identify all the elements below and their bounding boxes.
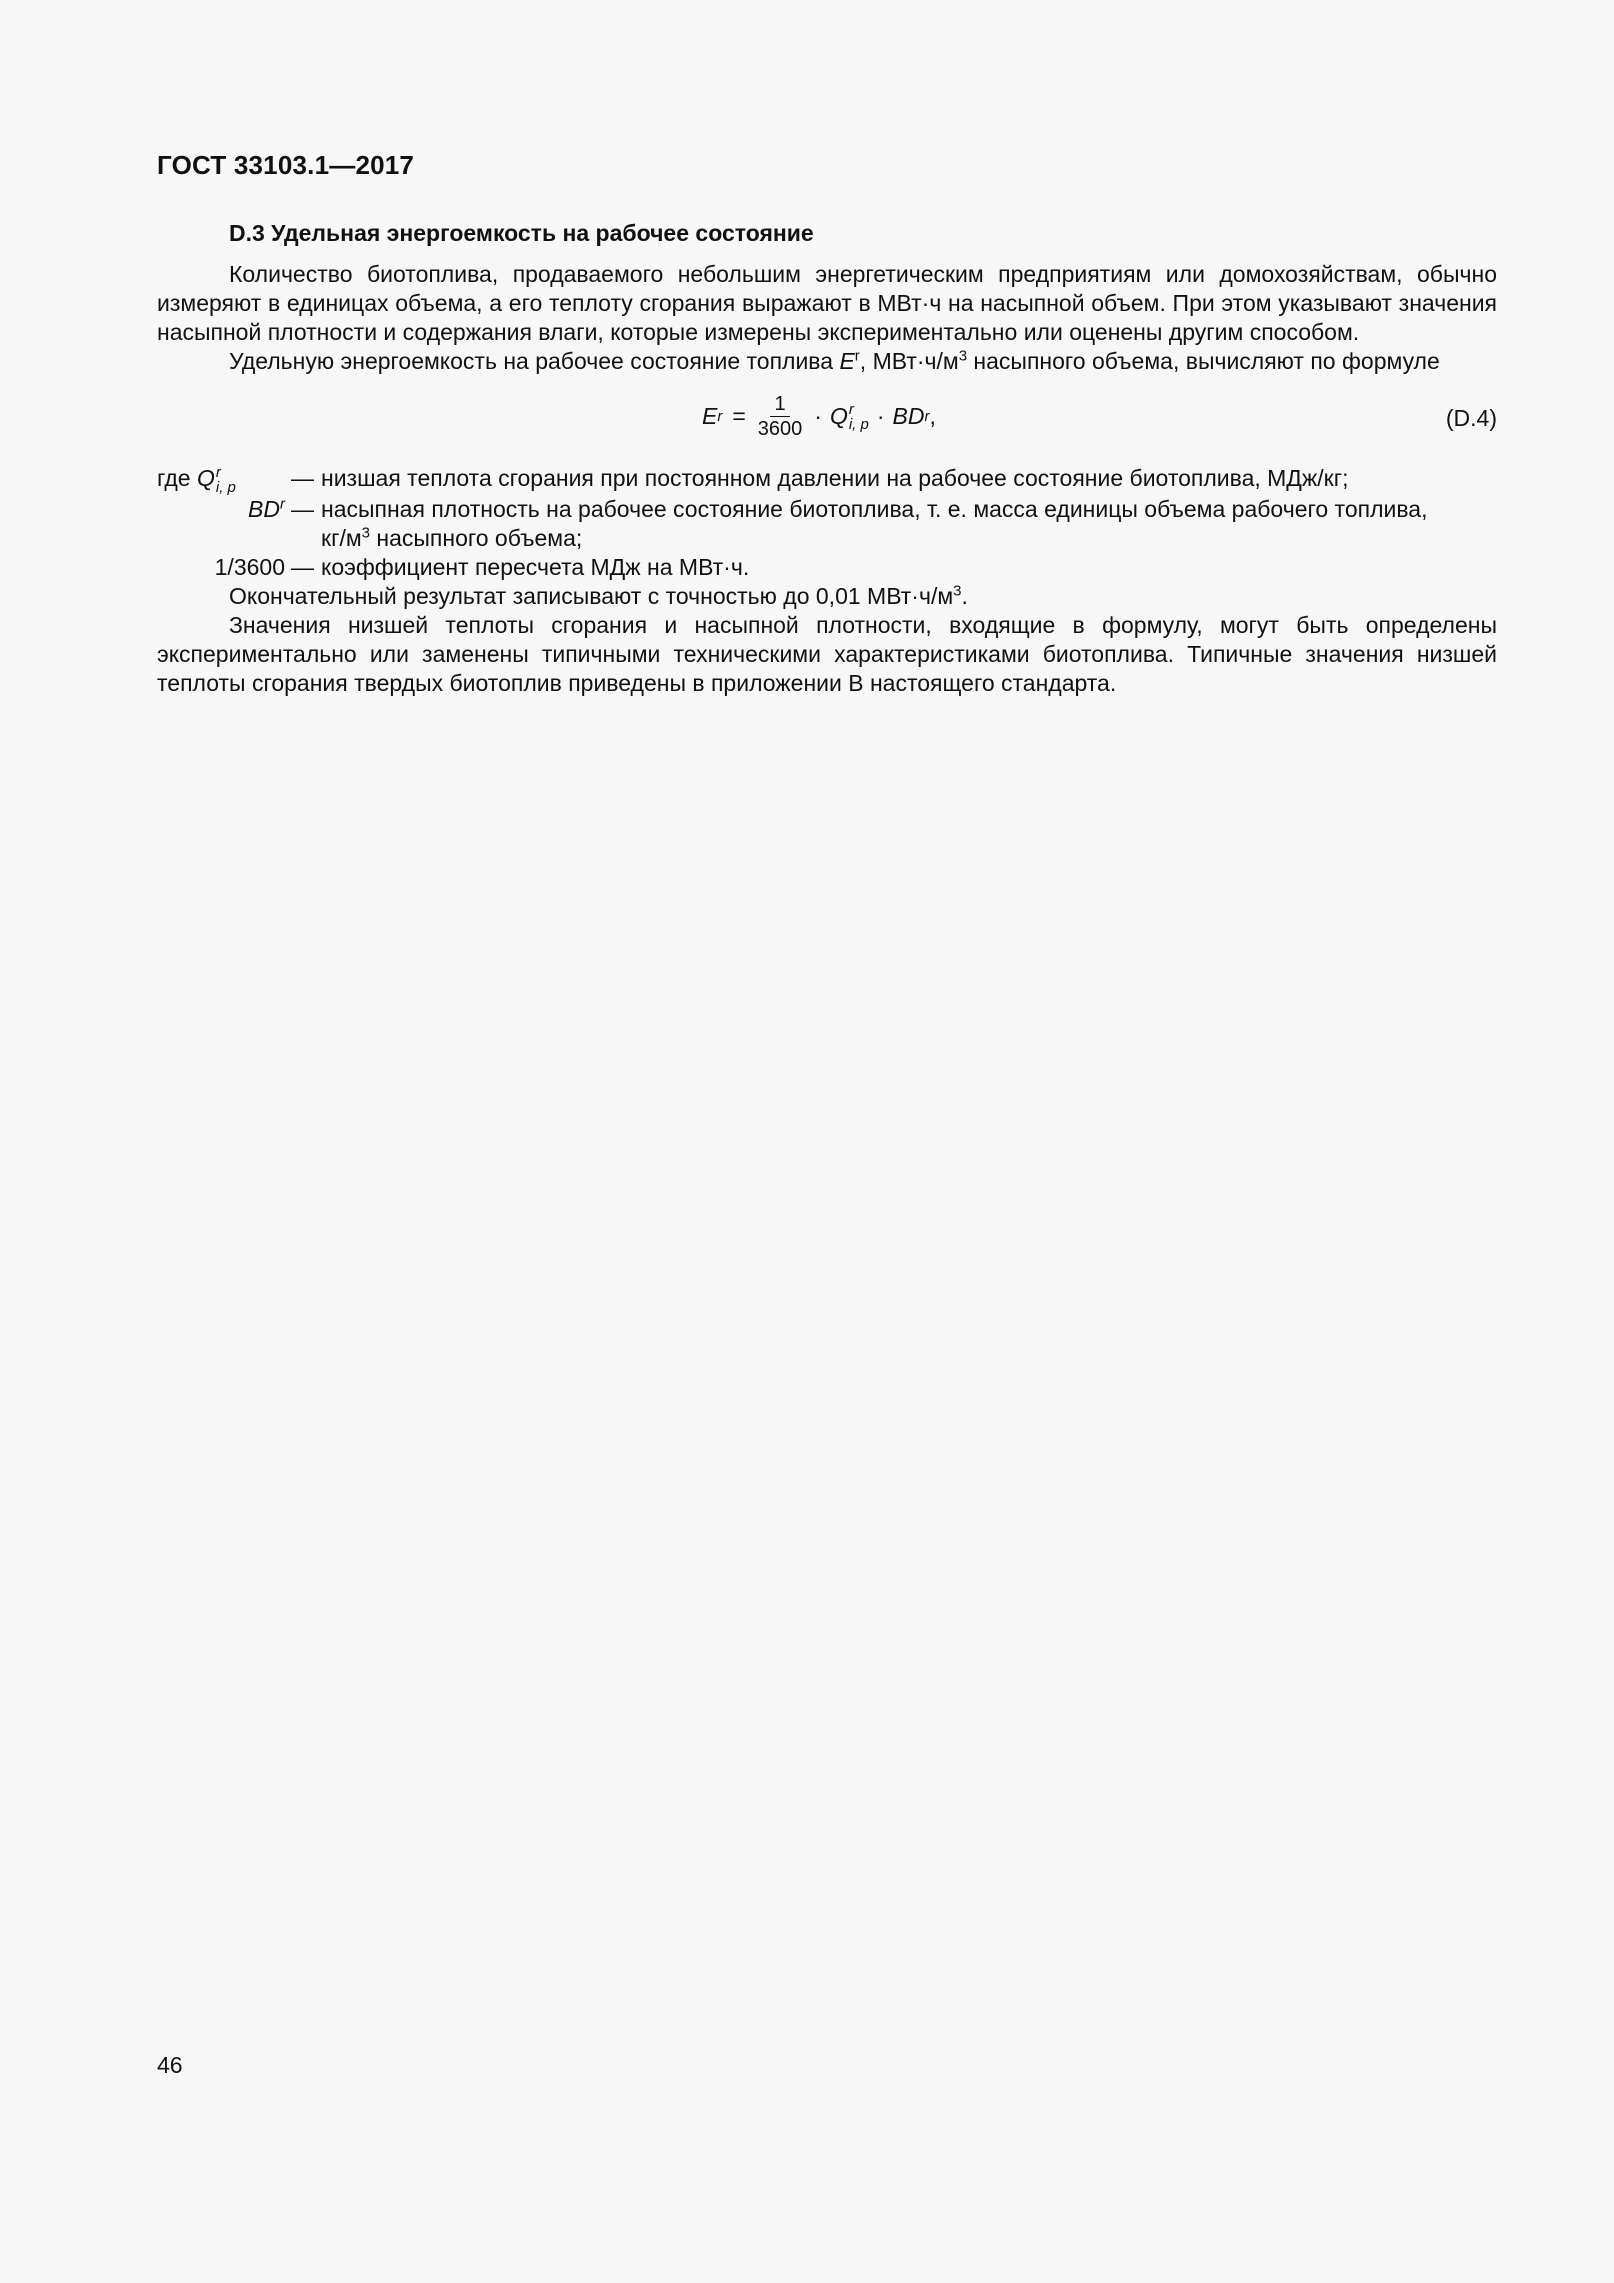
formula-bd: BD <box>892 403 925 429</box>
formula-d4: E r = $\frac{1}{3600}$ · Q r i, p · BD r , <box>702 393 936 440</box>
formula-lhs: E <box>702 403 718 429</box>
definition-dash: — <box>291 465 314 491</box>
definition-dash: — <box>291 495 314 522</box>
definition-bd <box>157 495 1497 553</box>
paragraph-formula-intro <box>157 347 1497 376</box>
document-body <box>157 219 1497 698</box>
paragraph-typical-values: Значения низшей теплоты сгорания и насыпной плотности, входящие в формулу, могут быть определены экспериментально или заменены типичными техническими характеристиками биотоплива. Типичные значения низшей теплоты сгорания твердых биотоплив приведены в приложении В настоящего стандарта. <box>157 611 1497 696</box>
definition-dash: — <box>291 553 314 580</box>
symbol-bd-sup: r <box>280 495 285 513</box>
definition-q <box>157 464 1497 495</box>
text: , МВт·ч/м <box>859 348 959 374</box>
text: . <box>961 582 968 609</box>
formula-equals: = <box>732 403 746 429</box>
unit-sup: 3 <box>953 582 962 600</box>
formula-dot: · <box>814 403 822 429</box>
text: кг/м <box>321 524 362 551</box>
definition-text <box>321 495 1497 553</box>
definitions-list <box>157 464 1497 582</box>
symbol-bd: BD <box>248 495 280 522</box>
fraction-denominator: 3600 <box>757 418 803 440</box>
symbol-q-indices <box>216 465 236 495</box>
symbol-e: E <box>839 348 855 374</box>
definition-coefficient <box>157 553 1497 582</box>
formula-block <box>157 386 1497 456</box>
text: Окончательный результат записывают с точностью до 0,01 МВт·ч/м <box>229 582 954 609</box>
text: насыпная плотность на рабочее состояние биотоплива, т. е. масса единицы объема рабочего топлива, <box>321 495 1428 522</box>
section-title: D.3 Удельная энергоемкость на рабочее состояние <box>229 220 814 246</box>
symbol-q: Q <box>196 465 215 491</box>
text: насыпного объема; <box>370 524 583 551</box>
document-header: ГОСТ 33103.1—2017 <box>157 150 415 180</box>
formula-q-indices <box>849 402 869 432</box>
paragraph-precision <box>157 582 1497 611</box>
unit-sup: 3 <box>958 347 968 365</box>
q-sub: i, p <box>215 478 236 496</box>
formula-number: (D.4) <box>1445 405 1497 431</box>
formula-fraction <box>754 392 807 441</box>
page-number: 46 <box>157 2052 183 2078</box>
symbol-e-sup: r <box>854 347 860 365</box>
formula-q: Q <box>829 403 848 429</box>
fraction-numerator: 1 <box>770 392 789 417</box>
text: где <box>157 465 197 491</box>
definition-text: коэффициент пересчета МДж на МВт·ч. <box>321 553 750 580</box>
definition-symbol <box>157 495 291 553</box>
q-sup: r <box>215 463 221 481</box>
q-sub: i, p <box>848 415 869 433</box>
text: Удельную энергоемкость на рабочее состояние топлива <box>229 348 840 374</box>
paragraph-intro: Количество биотоплива, продаваемого небольшим энергетическим предприятиям или домохозяйствам, обычно измеряют в единицах объема, а его теплоту сгорания выражают в МВт·ч на насыпной объем. При этом указывают значения насыпной плотности и содержания влаги, которые измерены экспериментально или оценены другим способом. <box>157 261 1497 345</box>
definition-text: низшая теплота сгорания при постоянном давлении на рабочее состояние биотоплива, МДж/кг; <box>321 465 1349 491</box>
definition-symbol: 1/3600 <box>214 553 285 580</box>
unit-sup: 3 <box>361 524 370 542</box>
text: насыпного объема, вычисляют по формуле <box>967 348 1440 374</box>
q-sup: r <box>848 400 854 418</box>
formula-dot: · <box>876 403 885 429</box>
definition-symbol <box>157 464 291 495</box>
formula-comma: , <box>929 403 936 429</box>
